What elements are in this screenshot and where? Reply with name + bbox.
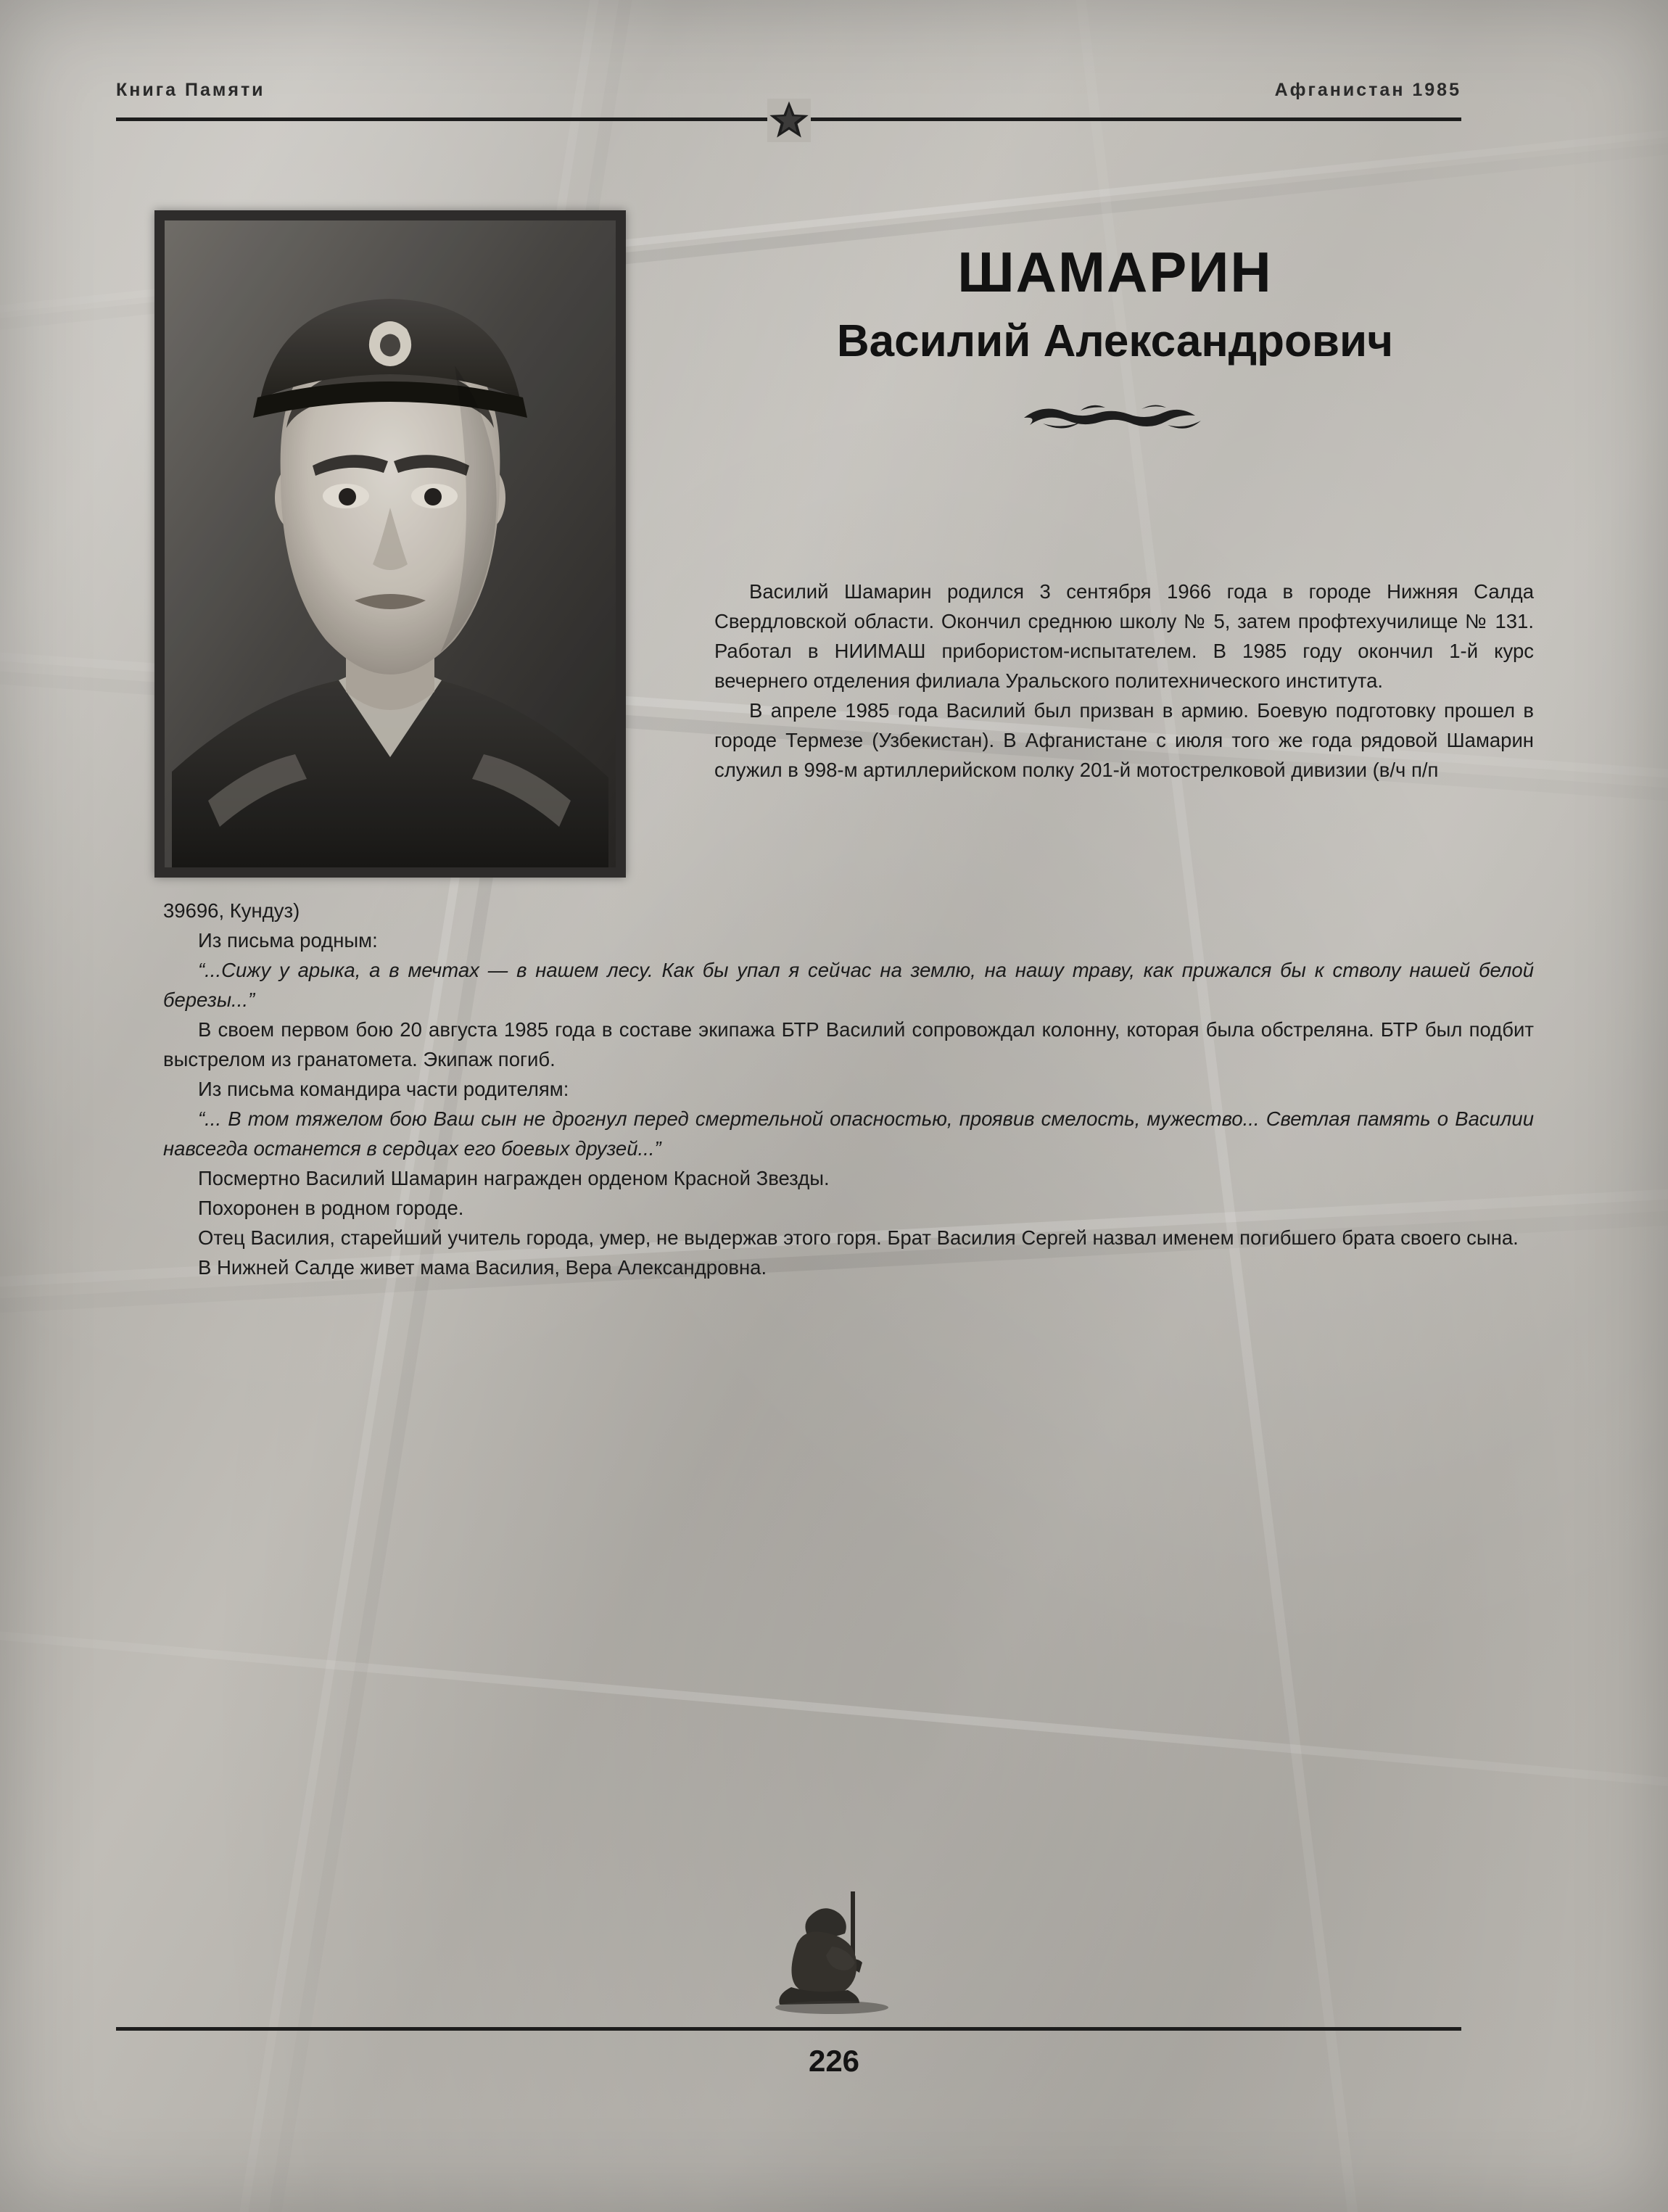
header-book-title: Книга Памяти (116, 80, 265, 100)
portrait-frame (154, 210, 626, 878)
biography-text-full (163, 896, 1534, 1282)
ornament-divider-icon (1014, 392, 1217, 435)
star-icon (767, 99, 811, 142)
header-section-title: Афганистан 1985 (1274, 80, 1461, 100)
page-number: 226 (808, 2044, 860, 2078)
page-title-fullname: Василий Александрович (836, 316, 1394, 366)
paragraph: Посмертно Василий Шамарин награжден орденом Красной Звезды. (198, 1167, 830, 1189)
paragraph: Похоронен в родном городе. (198, 1197, 464, 1219)
letter-quote: “... В том тяжелом бою Ваш сын не дрогнул перед смертельной опасностью, проявив смелость, мужество... Светлая память о Василии навсегда останется в сердцах его боевых друзей...” (163, 1107, 1534, 1160)
memorial-title-block (696, 239, 1534, 435)
paragraph: В Нижней Салде живет мама Василия, Вера Александровна. (198, 1256, 767, 1279)
footer-rule-gap (780, 2018, 888, 2039)
letter-quote: “...Сижу у арыка, а в мечтах — в нашем лесу. Как бы упал я сейчас на землю, на нашу траву, как прижался бы к стволу нашей белой березы...” (163, 959, 1534, 1011)
paragraph: Отец Василия, старейший учитель города, умер, не выдержав этого горя. Брат Василия Сергей назвал именем погибшего брата своего сына. (198, 1226, 1519, 1249)
paragraph: 39696, Кундуз) (163, 899, 300, 922)
paper-crease (0, 1613, 1668, 1805)
portrait-photo (165, 220, 616, 867)
paragraph: Василий Шамарин родился 3 сентября 1966 года в городе Нижняя Салда Свердловской области. Окончил среднюю школу № 5, затем профтехучилище № 131. Работал в НИИМАШ прибористом-испытателем. В 1985 году окончил 1-й курс вечернего отделения филиала Уральского политехнического института. (714, 580, 1534, 692)
page-title-surname: ШАМАРИН (957, 240, 1273, 304)
biography-text-column (714, 577, 1534, 785)
paragraph: Из письма командира части родителям: (198, 1078, 569, 1100)
kneeling-soldier-icon (765, 1886, 903, 2016)
paragraph: В своем первом бою 20 августа 1985 года в составе экипажа БТР Василий сопровождал колонну, которая была обстреляна. БТР был подбит выстрелом из гранатомета. Экипаж погиб. (163, 1018, 1534, 1070)
paragraph: В апреле 1985 года Василий был призван в армию. Боевую подготовку прошел в городе Термезе (Узбекистан). В Афганистане с июля того же года рядовой Шамарин служил в 998-м артиллерийском полку 201-й мотострелковой дивизии (в/ч п/п (714, 699, 1534, 781)
paragraph: Из письма родным: (198, 929, 378, 952)
page-header (116, 80, 1461, 131)
